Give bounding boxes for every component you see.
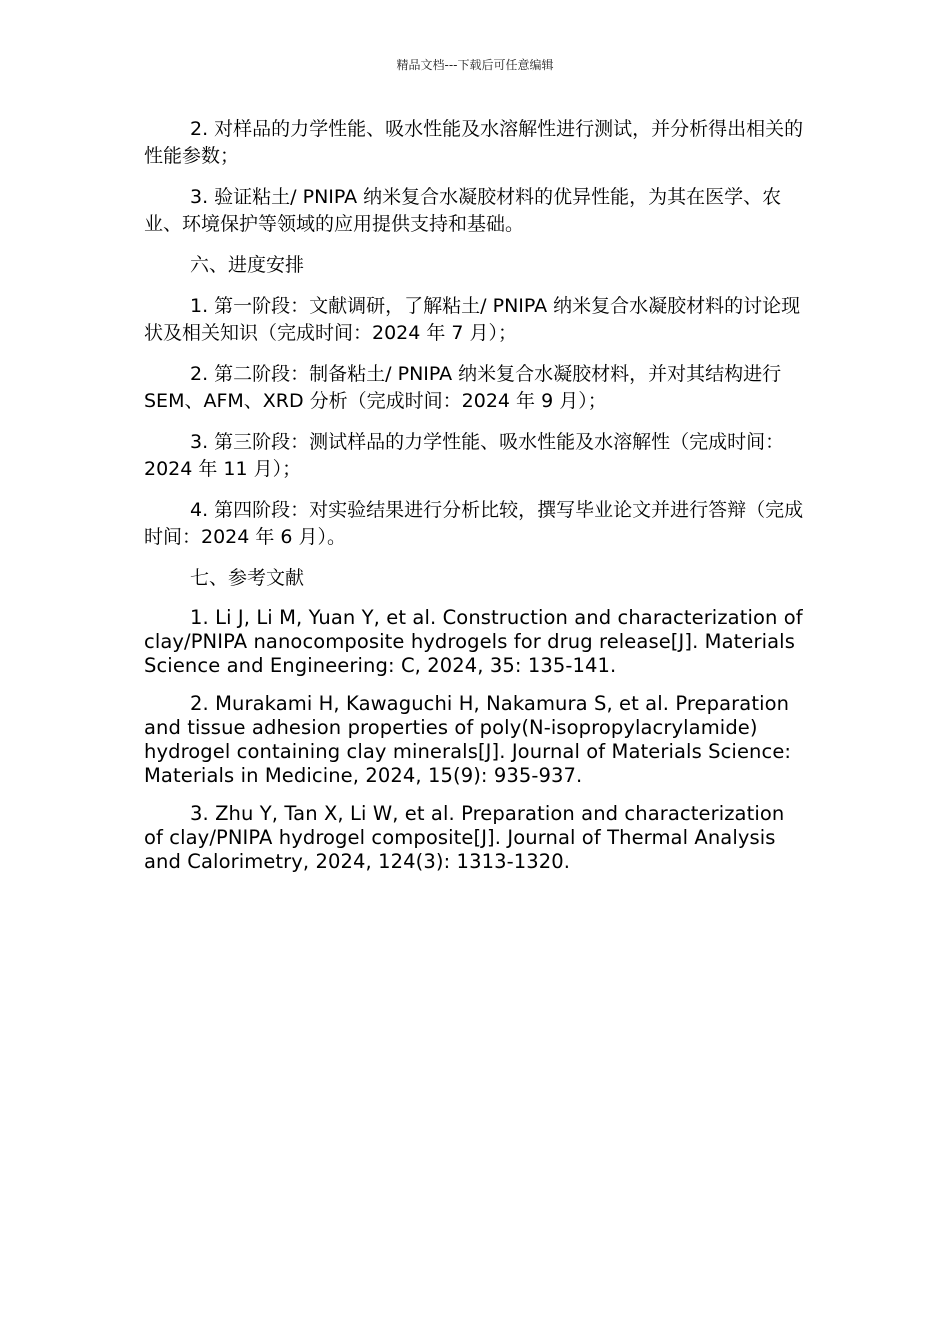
section-heading-schedule: 六、进度安排 <box>190 254 305 276</box>
schedule-stage-2: 2. 第二阶段：制备粘土/ PNIPA 纳米复合水凝胶材料，并对其结构进行 SEM、AFM、XRD 分析（完成时间：2024 年 9 月）； <box>144 363 782 412</box>
document-body <box>144 116 808 888</box>
reference-item-1: 1. Li J, Li M, Yuan Y, et al. Construction and characterization of clay/PNIPA nanocomposite hydrogels for drug release[J]. Materials Science and Engineering: C, 2024, 35: 135-141. <box>144 606 803 677</box>
reference-item-2: 2. Murakami H, Kawaguchi H, Nakamura S, et al. Preparation and tissue adhesion properties of poly(N-isopropylacrylamide) hydrogel containing clay minerals[J]. Journal of Materials Science: Materials in Medicine, 2024, 15(9): 935-937. <box>144 692 792 787</box>
schedule-stage-1: 1. 第一阶段：文献调研，了解粘土/ PNIPA 纳米复合水凝胶材料的讨论现状及相关知识（完成时间：2024 年 7 月）； <box>144 295 801 344</box>
schedule-stage-4: 4. 第四阶段：对实验结果进行分析比较，撰写毕业论文并进行答辩（完成时间：2024 年 6 月）。 <box>144 499 804 548</box>
section-heading-references: 七、参考文献 <box>190 567 305 589</box>
paragraph-objective-3: 3. 验证粘土/ PNIPA 纳米复合水凝胶材料的优异性能，为其在医学、农业、环境保护等领域的应用提供支持和基础。 <box>144 186 782 235</box>
page-header: 精品文档---下载后可任意编辑 <box>396 58 554 72</box>
schedule-stage-3: 3. 第三阶段：测试样品的力学性能、吸水性能及水溶解性（完成时间：2024 年 11 月）； <box>144 431 785 480</box>
paragraph-objective-2: 2. 对样品的力学性能、吸水性能及水溶解性进行测试，并分析得出相关的性能参数； <box>144 118 804 167</box>
reference-item-3: 3. Zhu Y, Tan X, Li W, et al. Preparation and characterization of clay/PNIPA hydrogel composite[J]. Journal of Thermal Analysis and Calorimetry, 2024, 124(3): 1313-1320. <box>144 802 785 873</box>
